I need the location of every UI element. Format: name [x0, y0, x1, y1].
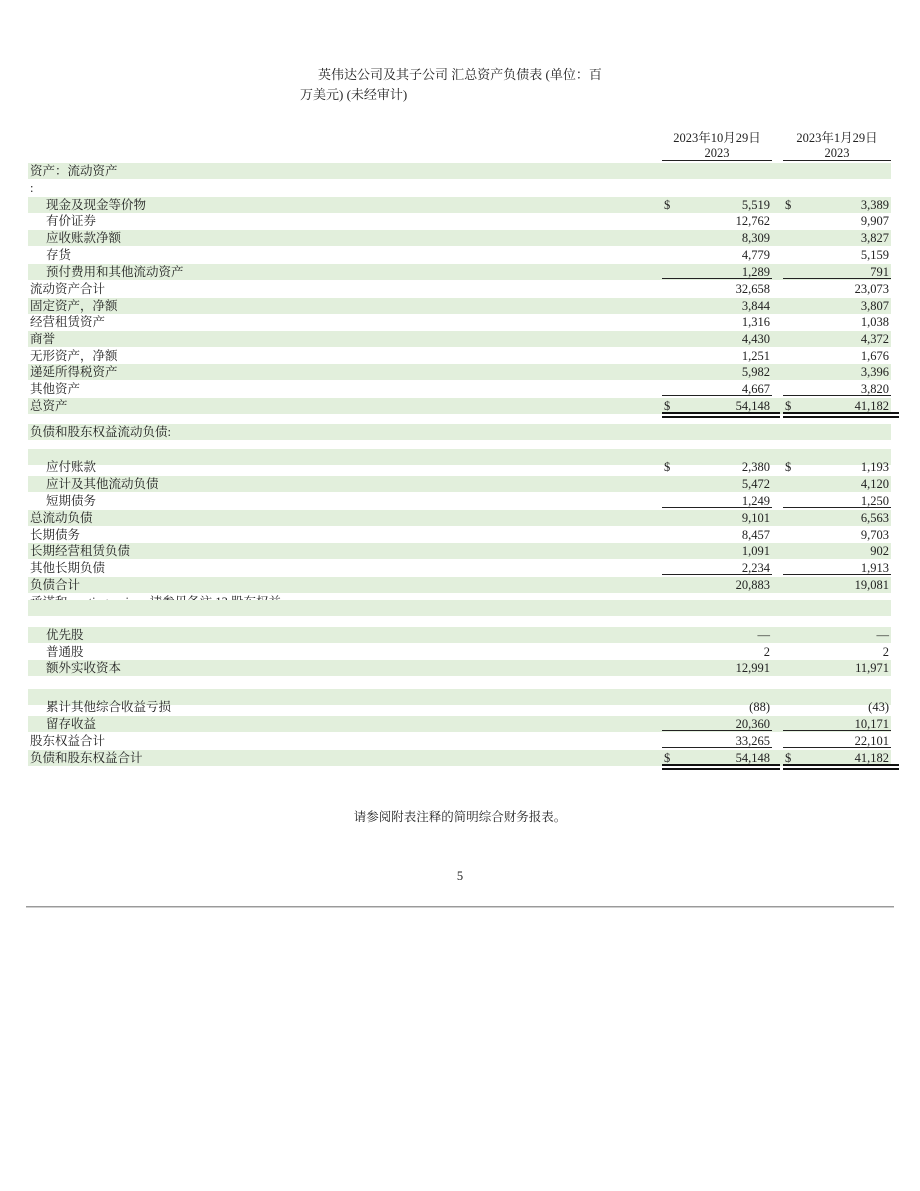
amount: 5,519: [741, 198, 770, 212]
table-row: [28, 476, 891, 492]
row-label: 预付费用和其他流动资产: [46, 265, 184, 279]
amount: 9,907: [860, 214, 889, 228]
amount: 2: [763, 645, 770, 659]
row-label: 经营租赁资产: [30, 315, 106, 329]
value-current: [662, 493, 772, 509]
table-row: [28, 660, 891, 676]
row-label: 负债和股东权益流动负债:: [30, 425, 171, 439]
value-prior: [783, 298, 891, 314]
value-prior: [783, 660, 891, 676]
value-current: [662, 264, 772, 280]
amount: 5,472: [741, 477, 770, 491]
amount: 1,913: [860, 561, 889, 575]
amount: 20,883: [735, 578, 770, 592]
row-label: 长期债务: [30, 528, 81, 542]
table-row: [28, 699, 891, 715]
amount: 1,251: [741, 349, 770, 363]
table-row: [28, 577, 891, 593]
value-prior: [783, 493, 891, 509]
amount: 54,148: [735, 751, 770, 765]
amount: 10,171: [854, 717, 889, 731]
value-prior: [783, 364, 891, 380]
currency-symbol: $: [785, 751, 792, 765]
value-prior: [783, 510, 891, 526]
amount: 9,101: [741, 511, 770, 525]
value-prior: [783, 733, 891, 749]
value-prior: [783, 560, 891, 576]
value-current: [662, 398, 772, 414]
amount: 8,457: [741, 528, 770, 542]
currency-symbol: $: [664, 751, 671, 765]
value-prior: [783, 331, 891, 347]
amount: 6,563: [860, 511, 889, 525]
table-row: [28, 197, 891, 213]
value-current: [662, 577, 772, 593]
value-prior: [783, 577, 891, 593]
table-row: [28, 750, 891, 766]
amount: 11,971: [855, 661, 889, 675]
amount: 33,265: [735, 734, 770, 748]
value-current: [662, 644, 772, 660]
amount: 32,658: [735, 282, 770, 296]
value-prior: [783, 716, 891, 732]
table-row: [28, 314, 891, 330]
amount: 3,820: [860, 382, 889, 396]
table-row: [28, 527, 891, 543]
value-current: [662, 733, 772, 749]
value-current: [662, 476, 772, 492]
value-prior: [783, 644, 891, 660]
footnote: 请参阅附表注释的简明综合财务报表。: [353, 810, 567, 824]
amount: (88): [749, 700, 770, 714]
table-row: [28, 398, 891, 414]
row-label: 短期债务: [46, 494, 97, 508]
amount: 20,360: [735, 717, 770, 731]
value-current: [662, 230, 772, 246]
column-header-current: [662, 131, 772, 161]
value-current: [662, 459, 772, 475]
row-label: 额外实收资本: [46, 661, 122, 675]
row-label: 流动资产合计: [30, 282, 106, 296]
currency-symbol: $: [785, 198, 792, 212]
row-label: 总资产: [30, 399, 68, 413]
row-label: 优先股: [46, 628, 84, 642]
currency-symbol: $: [664, 198, 671, 212]
row-label: 资产：流动资产: [30, 164, 118, 178]
row-label: 负债合计: [30, 578, 81, 592]
amount: 22,101: [854, 734, 889, 748]
amount: 23,073: [854, 282, 889, 296]
row-label: 负债和股东权益合计: [30, 751, 143, 765]
row-label: 有价证券: [46, 214, 97, 228]
value-current: [662, 348, 772, 364]
amount: 1,038: [860, 315, 889, 329]
row-label: 普通股: [46, 645, 84, 659]
amount: 41,182: [854, 399, 889, 413]
amount: 2,380: [741, 460, 770, 474]
row-label: 长期经营租赁负债: [30, 544, 131, 558]
table-row: [28, 331, 891, 347]
amount: 19,081: [854, 578, 889, 592]
value-prior: [783, 314, 891, 330]
table-row: [28, 180, 891, 196]
value-current: [662, 381, 772, 397]
column-date: 2023年10月29日: [673, 131, 761, 145]
value-current: [662, 699, 772, 715]
row-label: 现金及现金等价物: [46, 198, 147, 212]
table-row: [28, 600, 891, 616]
value-current: [662, 364, 772, 380]
amount: 3,389: [860, 198, 889, 212]
row-label: 其他长期负债: [30, 561, 106, 575]
value-prior: [783, 230, 891, 246]
amount: 902: [870, 544, 889, 558]
value-prior: [783, 264, 891, 280]
table-row: [28, 560, 891, 576]
row-label: 存货: [46, 248, 72, 262]
amount: 1,289: [741, 265, 770, 279]
value-current: [662, 543, 772, 559]
row-label: 应收账款净额: [46, 231, 122, 245]
value-prior: [783, 197, 891, 213]
amount: 4,120: [860, 477, 889, 491]
value-prior: [783, 398, 891, 414]
amount: 791: [870, 265, 889, 279]
value-current: [662, 247, 772, 263]
table-row: [28, 247, 891, 263]
value-current: [662, 314, 772, 330]
column-header-prior: [783, 131, 891, 161]
amount: 1,676: [860, 349, 889, 363]
value-current: [662, 213, 772, 229]
table-row: [28, 627, 891, 643]
amount: 3,844: [741, 299, 770, 313]
value-current: [662, 331, 772, 347]
amount: 3,807: [860, 299, 889, 313]
value-current: [662, 298, 772, 314]
value-prior: [783, 476, 891, 492]
table-row: [28, 644, 891, 660]
table-row: [28, 348, 891, 364]
value-prior: [783, 750, 891, 766]
row-label: 商誉: [30, 332, 56, 346]
amount: 41,182: [854, 751, 889, 765]
table-row: [28, 264, 891, 280]
value-current: [662, 560, 772, 576]
amount: 4,667: [741, 382, 770, 396]
value-current: [662, 510, 772, 526]
table-row: [28, 298, 891, 314]
currency-symbol: $: [785, 399, 792, 413]
amount: (43): [868, 700, 889, 714]
table-row: [28, 213, 891, 229]
table-row: [28, 424, 891, 440]
table-row: [28, 493, 891, 509]
amount: 3,396: [860, 365, 889, 379]
statement-title-continued: 万美元) (未经审计): [300, 87, 408, 102]
table-row: [28, 543, 891, 559]
table-row: [28, 230, 891, 246]
value-current: [662, 527, 772, 543]
table-row: [28, 364, 891, 380]
row-label: :: [30, 181, 34, 195]
amount: —: [757, 628, 770, 642]
table-row: [28, 163, 891, 179]
amount: 1,193: [860, 460, 889, 474]
amount: 1,091: [741, 544, 770, 558]
amount: 1,250: [860, 494, 889, 508]
page-number: 5: [456, 869, 464, 883]
table-row: [28, 510, 891, 526]
amount: 4,372: [860, 332, 889, 346]
value-prior: [783, 459, 891, 475]
value-prior: [783, 348, 891, 364]
row-label: 留存收益: [46, 717, 97, 731]
amount: 8,309: [741, 231, 770, 245]
amount: 12,762: [735, 214, 770, 228]
currency-symbol: $: [664, 460, 671, 474]
value-current: [662, 750, 772, 766]
amount: 12,991: [735, 661, 770, 675]
amount: —: [876, 628, 889, 642]
table-row: [28, 733, 891, 749]
value-prior: [783, 527, 891, 543]
amount: 4,430: [741, 332, 770, 346]
row-label: 递延所得税资产: [30, 365, 118, 379]
currency-symbol: $: [785, 460, 792, 474]
row-label: 总流动负债: [30, 511, 93, 525]
currency-symbol: $: [664, 399, 671, 413]
value-prior: [783, 543, 891, 559]
value-current: [662, 627, 772, 643]
amount: 5,159: [860, 248, 889, 262]
row-label: 固定资产，净额: [30, 299, 118, 313]
amount: 2: [882, 645, 889, 659]
amount: 5,982: [741, 365, 770, 379]
value-current: [662, 716, 772, 732]
table-row: [28, 381, 891, 397]
column-date: 2023年1月29日: [796, 131, 878, 145]
amount: 1,249: [741, 494, 770, 508]
value-prior: [783, 699, 891, 715]
table-row: [28, 716, 891, 732]
row-label: 股东权益合计: [30, 734, 106, 748]
value-prior: [783, 381, 891, 397]
statement-title: 英伟达公司及其子公司 汇总资产负债表 (单位：百: [318, 67, 602, 82]
value-prior: [783, 247, 891, 263]
value-current: [662, 197, 772, 213]
amount: 54,148: [735, 399, 770, 413]
amount: 9,703: [860, 528, 889, 542]
amount: 3,827: [860, 231, 889, 245]
row-label: 其他资产: [30, 382, 81, 396]
amount: 1,316: [741, 315, 770, 329]
amount: 2,234: [741, 561, 770, 575]
table-row: [28, 459, 891, 475]
value-prior: [783, 627, 891, 643]
page-divider: [26, 906, 894, 908]
table-row: [28, 281, 891, 297]
row-label: 累计其他综合收益亏损: [46, 700, 172, 714]
row-label: 无形资产，净额: [30, 349, 118, 363]
column-year: 2023: [662, 146, 772, 161]
value-current: [662, 660, 772, 676]
value-prior: [783, 213, 891, 229]
row-label: 应计及其他流动负债: [46, 477, 159, 491]
value-prior: [783, 281, 891, 297]
column-year: 2023: [783, 146, 891, 161]
amount: 4,779: [741, 248, 770, 262]
value-current: [662, 281, 772, 297]
row-label: 应付账款: [46, 460, 97, 474]
